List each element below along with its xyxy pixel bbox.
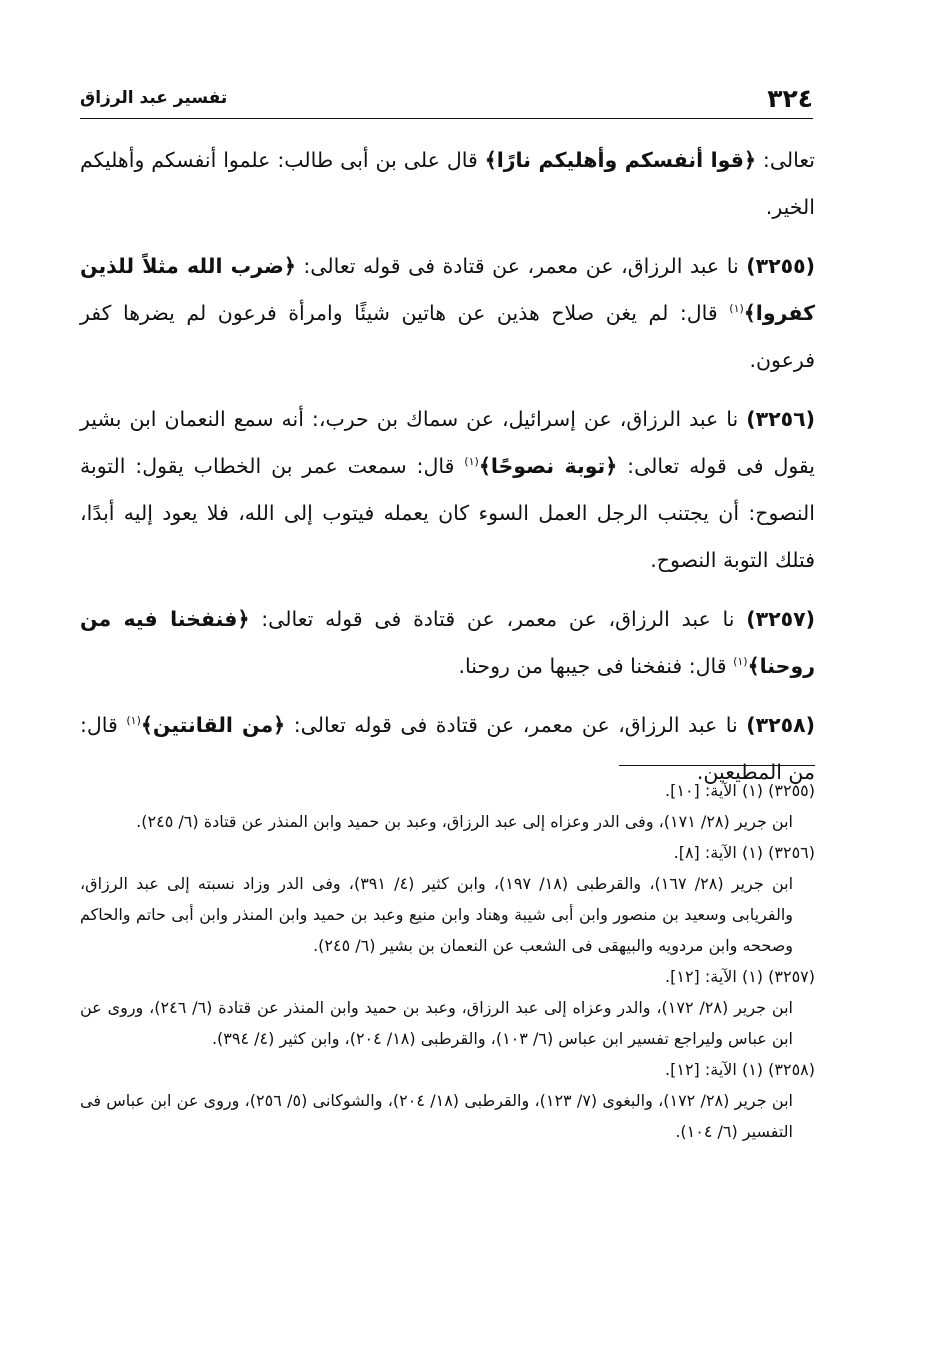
text-run: قال: من المطيعين. xyxy=(80,713,815,784)
footnote-divider xyxy=(619,765,815,766)
book-title: تفسير عبد الرزاق xyxy=(80,88,228,108)
quran-verse: ﴿ضرب الله مثلاً للذين كفروا﴾ xyxy=(80,254,815,325)
footnote-marker: (١) xyxy=(126,714,141,728)
hadith-number: (٣٢٥٨) xyxy=(746,713,815,737)
quran-verse: ﴿قوا أنفسكم وأهليكم نارًا﴾ xyxy=(484,148,756,172)
text-run: قال: فنفخنا فى جيبها من روحنا. xyxy=(458,654,734,678)
quran-verse: ﴿من القانتين﴾ xyxy=(140,713,286,737)
footnote-heading: (٣٢٥٦) (١) الآية: [٨]. xyxy=(673,843,815,862)
footnote-text: ابن جرير (٢٨/ ١٧٢)، والدر وعزاه إلى عبد الرزاق، وعبد بن حميد وابن المنذر عن قتادة (٦/ ٢٤٦)، وروى عن ابن عباس وليراجع تفسير ابن عباس (٦/ ١٠٣)، والقرطبى (١٨/ ٢٠٤)، وابن كثير (٤/ ٣٩٤). xyxy=(80,998,793,1048)
text-run: نا عبد الرزاق، عن معمر، عن قتادة فى قوله تعالى: xyxy=(295,254,747,278)
page-header xyxy=(80,78,813,119)
hadith-number: (٣٢٥٥) xyxy=(746,254,815,278)
text-run: قال على بن أبى طالب: علموا أنفسكم وأهليكم الخير. xyxy=(80,148,815,219)
hadith-number: (٣٢٥٧) xyxy=(746,607,815,631)
quran-verse: ﴿فنفخنا فيه من روحنا﴾ xyxy=(80,607,815,678)
text-run: نا عبد الرزاق، عن معمر، عن قتادة فى قوله تعالى: xyxy=(249,607,747,631)
paragraph-continuation xyxy=(80,137,815,231)
main-text xyxy=(80,137,815,808)
footnote-heading: (٣٢٥٨) (١) الآية: [١٢]. xyxy=(665,1060,815,1079)
hadith-3257 xyxy=(80,596,815,690)
text-run: قال: سمعت عمر بن الخطاب يقول: التوبة النصوح: أن يجتنب الرجل العمل السوء كان يعمله فيتوب إلى الله، فلا يعود إليه أبدًا، فتلك التوبة النصوح. xyxy=(80,454,815,572)
text-run: نا عبد الرزاق، عن إسرائيل، عن سماك بن حرب،: أنه سمع النعمان ابن بشير يقول فى قوله تعالى: xyxy=(80,407,816,478)
footnote-marker: (١) xyxy=(464,455,479,469)
page-number: ٣٢٤ xyxy=(767,83,813,113)
footnote-text: ابن جرير (٢٨/ ١٧٢)، والبغوى (٧/ ١٢٣)، والقرطبى (١٨/ ٢٠٤)، والشوكانى (٥/ ٢٥٦)، وروى عن ابن عباس فى التفسير (٦/ ١٠٤). xyxy=(80,1091,793,1141)
footnotes xyxy=(80,775,815,1147)
quran-verse: ﴿توبة نصوحًا﴾ xyxy=(478,454,618,478)
text-run: تعالى: xyxy=(755,148,816,172)
text-run: نا عبد الرزاق، عن معمر، عن قتادة فى قوله تعالى: xyxy=(285,713,747,737)
footnote-marker: (١) xyxy=(729,302,744,316)
footnote-text: ابن جرير (٢٨/ ١٧١)، وفى الدر وعزاه إلى عبد الرزاق، وعبد بن حميد وابن المنذر عن قتادة (٦/ ٢٤٥). xyxy=(136,812,793,831)
hadith-number: (٣٢٥٦) xyxy=(746,407,815,431)
hadith-3255 xyxy=(80,243,815,384)
text-run: قال: لم يغن صلاح هذين عن هاتين شيئًا وامرأة فرعون لم يضرها كفر فرعون. xyxy=(80,301,815,372)
footnote-marker: (١) xyxy=(733,655,748,669)
hadith-3256 xyxy=(80,396,815,584)
footnote-heading: (٣٢٥٧) (١) الآية: [١٢]. xyxy=(665,967,815,986)
footnote-text: ابن جرير (٢٨/ ١٦٧)، والقرطبى (١٨/ ١٩٧)، وابن كثير (٤/ ٣٩١)، وفى الدر وزاد نسبته إلى عبد الرزاق، والفريابى وسعيد بن منصور وابن أبى شيبة وهناد وابن منيع وعبد بن حميد وابن المنذر وابن أبى حاتم والحاكم وصححه وابن مردويه والبيهقى فى الشعب عن النعمان بن بشير (٦/ ٢٤٥). xyxy=(80,874,794,955)
footnote-heading: (٣٢٥٥) (١) الآية: [١٠]. xyxy=(665,781,815,800)
